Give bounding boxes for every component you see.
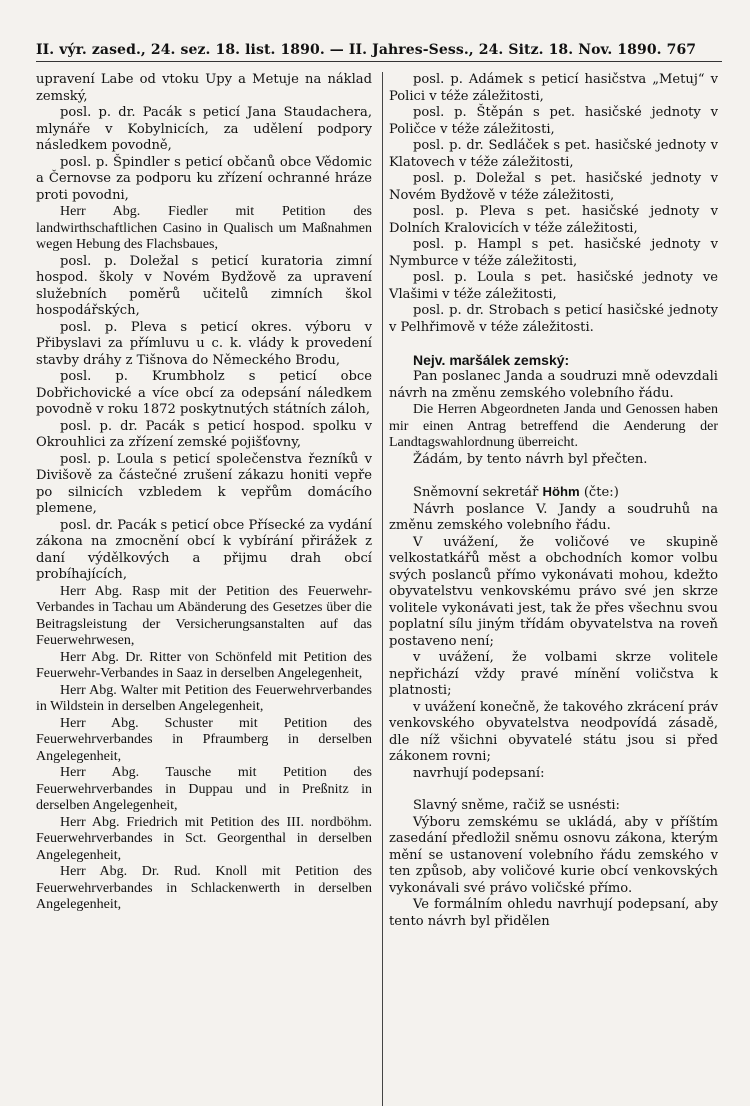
petition-entry: posl. p. Doležal s peticí kuratoria zimní hospod. školy v Novém Bydžově za upravení služebních poměrů učitelů zimních škol hospodářských, (36, 253, 372, 318)
petition-entry: posl. p. dr. Strobach s peticí hasičské jednoty v Pelhřimově v téže záležitosti. (389, 303, 718, 335)
motion-paragraph: v uvážení konečně, že takového zkrácení práv venkovského obyvatelstva neodpovídá zásadě, dle níž všichni obyvatelé státu jsou si před zákonem rovni; (389, 699, 718, 764)
petition-entry: Herr Abg. Dr. Rud. Knoll mit Petition des Feuerwehrverbandes in Schlackenwerth in derselben Angelegenheit, (36, 864, 372, 912)
petition-entry: posl. p. dr. Pacák s peticí Jana Staudachera, mlynáře v Kobylnicích, za udělení podpory následkem povodně, (36, 105, 372, 153)
marshal-paragraph: Die Herren Abgeordneten Janda und Genossen haben mir einen Antrag betreffend die Aenderung der Landtagswahlordnung überreicht. (389, 402, 718, 450)
motion-paragraph: v uvážení, že volbami skrze volitele nepřichází vždy pravé mínění voličstva k platnosti; (389, 650, 718, 698)
page-header: II. výr. zased., 24. sez. 18. list. 1890. — II. Jahres-Sess., 24. Sitz. 18. Nov. 1890. 767 (36, 42, 722, 62)
spacer (389, 468, 718, 484)
secretary-suffix: (čte:) (583, 485, 619, 500)
petition-entry: Herr Abg. Walter mit Petition des Feuerwehrverbandes in Wildstein in derselben Angelegenheit, (36, 682, 372, 714)
secretary-prefix: Sněmovní sekretář (413, 485, 539, 500)
secretary-name: Höhm (542, 484, 580, 499)
marshal-paragraph: Pan poslanec Janda a soudruzi mně odevzdali návrh na změnu zemského volebního řádu. (389, 369, 718, 401)
marshal-heading: Nejv. maršálek zemský: (413, 352, 570, 368)
secretary-line (389, 484, 718, 502)
petition-entry: upravení Labe od vtoku Upy a Metuje na náklad zemský, (36, 72, 372, 104)
right-petitions (389, 72, 718, 336)
petition-entry: posl. p. Adámek s peticí hasičstva „Metuj“ v Polici v téže záležitosti, (389, 72, 718, 104)
petition-entry: posl. p. dr. Pacák s peticí hospod. spolku v Okrouhlici za zřízení zemské pojišťovny, (36, 418, 372, 450)
marshal-speech (389, 369, 718, 468)
petition-entry: posl. p. Loula s pet. hasičské jednoty ve Vlašimi v téže záležitosti, (389, 270, 718, 302)
petition-entry: posl. p. Doležal s pet. hasičské jednoty v Novém Bydžově v téže záležitosti, (389, 171, 718, 203)
text-columns (36, 72, 722, 1106)
petition-entry: posl. p. Krumbholz s peticí obce Dobřichovické a více obcí za odepsání náledkem povodně v roku 1872 poskytnutých státních záloh, (36, 369, 372, 417)
petition-entry: posl. p. dr. Sedláček s pet. hasičské jednoty v Klatovech v téže záležitosti, (389, 138, 718, 170)
motion-paragraph: navrhují podepsaní: (413, 765, 545, 781)
spacer (389, 782, 718, 798)
petition-entry: posl. p. Špindler s peticí občanů obce Vědomic a Černovse za podporu ku zřízení ochranné hráze proti povodni, (36, 154, 372, 203)
petition-entry: posl. p. Hampl s pet. hasičské jednoty v Nymburce v téže záležitosti, (389, 237, 718, 269)
motion-paragraph: Návrh poslance V. Jandy a soudruhů na změnu zemského volebního řádu. (389, 501, 718, 533)
petition-entry: posl. p. Štěpán s pet. hasičské jednoty v Poličce v téže záležitosti, (389, 105, 718, 137)
petition-entry: Herr Abg. Tausche mit Petition des Feuerwehrverbandes in Duppau und in Preßnitz in derselben Angelegenheit, (36, 765, 372, 813)
resolution-paragraph: Výboru zemskému se ukládá, aby v příštím zasedání předložil sněmu osnovu zákona, kterým mění se ustanovení volebního řádu zemského v ten způsob, aby voličové kurie obcí venkovských vykonávali své právo voličské přímo. (389, 814, 718, 896)
petition-entry: Herr Abg. Fiedler mit Petition des landwirthschaftlichen Casino in Qualisch um Maßnahmen wegen Hebung des Flachsbaues, (36, 204, 372, 252)
spacer (389, 336, 718, 352)
petition-entry: Herr Abg. Rasp mit der Petition des Feuerwehr-Verbandes in Tachau um Abänderung des Gesetzes über die Beitragsleistung der Versicherungsanstalten auf das Feuerwehrwesen, (36, 583, 372, 648)
petition-entry: Herr Abg. Schuster mit Petition des Feuerwehrverbandes in Pfraumberg in derselben Angelegenheit, (36, 715, 372, 764)
left-column (36, 72, 372, 1106)
petition-entry: posl. dr. Pacák s peticí obce Přísecké za vydání zákona na zmocnění obcí k vybírání přirážek z daní výdělkových a přijmu drah obcí probíhajících, (36, 517, 372, 582)
resolution-heading: Slavný sněme, račiž se usnésti: (413, 798, 620, 813)
petition-entry: posl. p. Pleva s pet. hasičské jednoty v Dolních Kralovicích v téže záležitosti, (389, 204, 718, 236)
motion-text (389, 502, 718, 783)
petition-entry: posl. p. Pleva s peticí okres. výboru v Přibyslavi za přímluvu u c. k. vlády k provedení stavby dráhy z Tišnova do Německého Brodu, (36, 319, 372, 368)
motion-paragraph: V uvážení, že voličové ve skupině velkostatkářů měst a obchodních komor volbu svých poslanců přímo vykonávati mohou, kdežto obyvatelstvu venkovskému právo své jen skrze volitele vykonávati jest, tak že přes všechnu svou poplatní sílu jiným třídám obyvatelstva na roveň postaveno není; (389, 534, 718, 649)
petition-entry: Herr Abg. Friedrich mit Petition des III. nordböhm. Feuerwehrverbandes in Sct. Georgenthal in derselben Angelegenheit, (36, 814, 372, 863)
marshal-paragraph: Žádám, by tento návrh byl přečten. (413, 451, 648, 467)
petition-entry: Herr Abg. Dr. Ritter von Schönfeld mit Petition des Feuerwehr-Verbandes in Saaz in derselben Angelegenheit, (36, 649, 372, 681)
right-column (382, 72, 718, 1106)
resolution-paragraph: Ve formálním ohledu navrhují podepsaní, aby tento návrh byl přidělen (389, 897, 718, 929)
petition-entry: posl. p. Loula s peticí společenstva řezníků v Divišově za částečné zrušení zákazu honiti vepře po silnicích vzbledem k vepřům domácího plemene, (36, 451, 372, 516)
resolution-text (389, 815, 718, 931)
